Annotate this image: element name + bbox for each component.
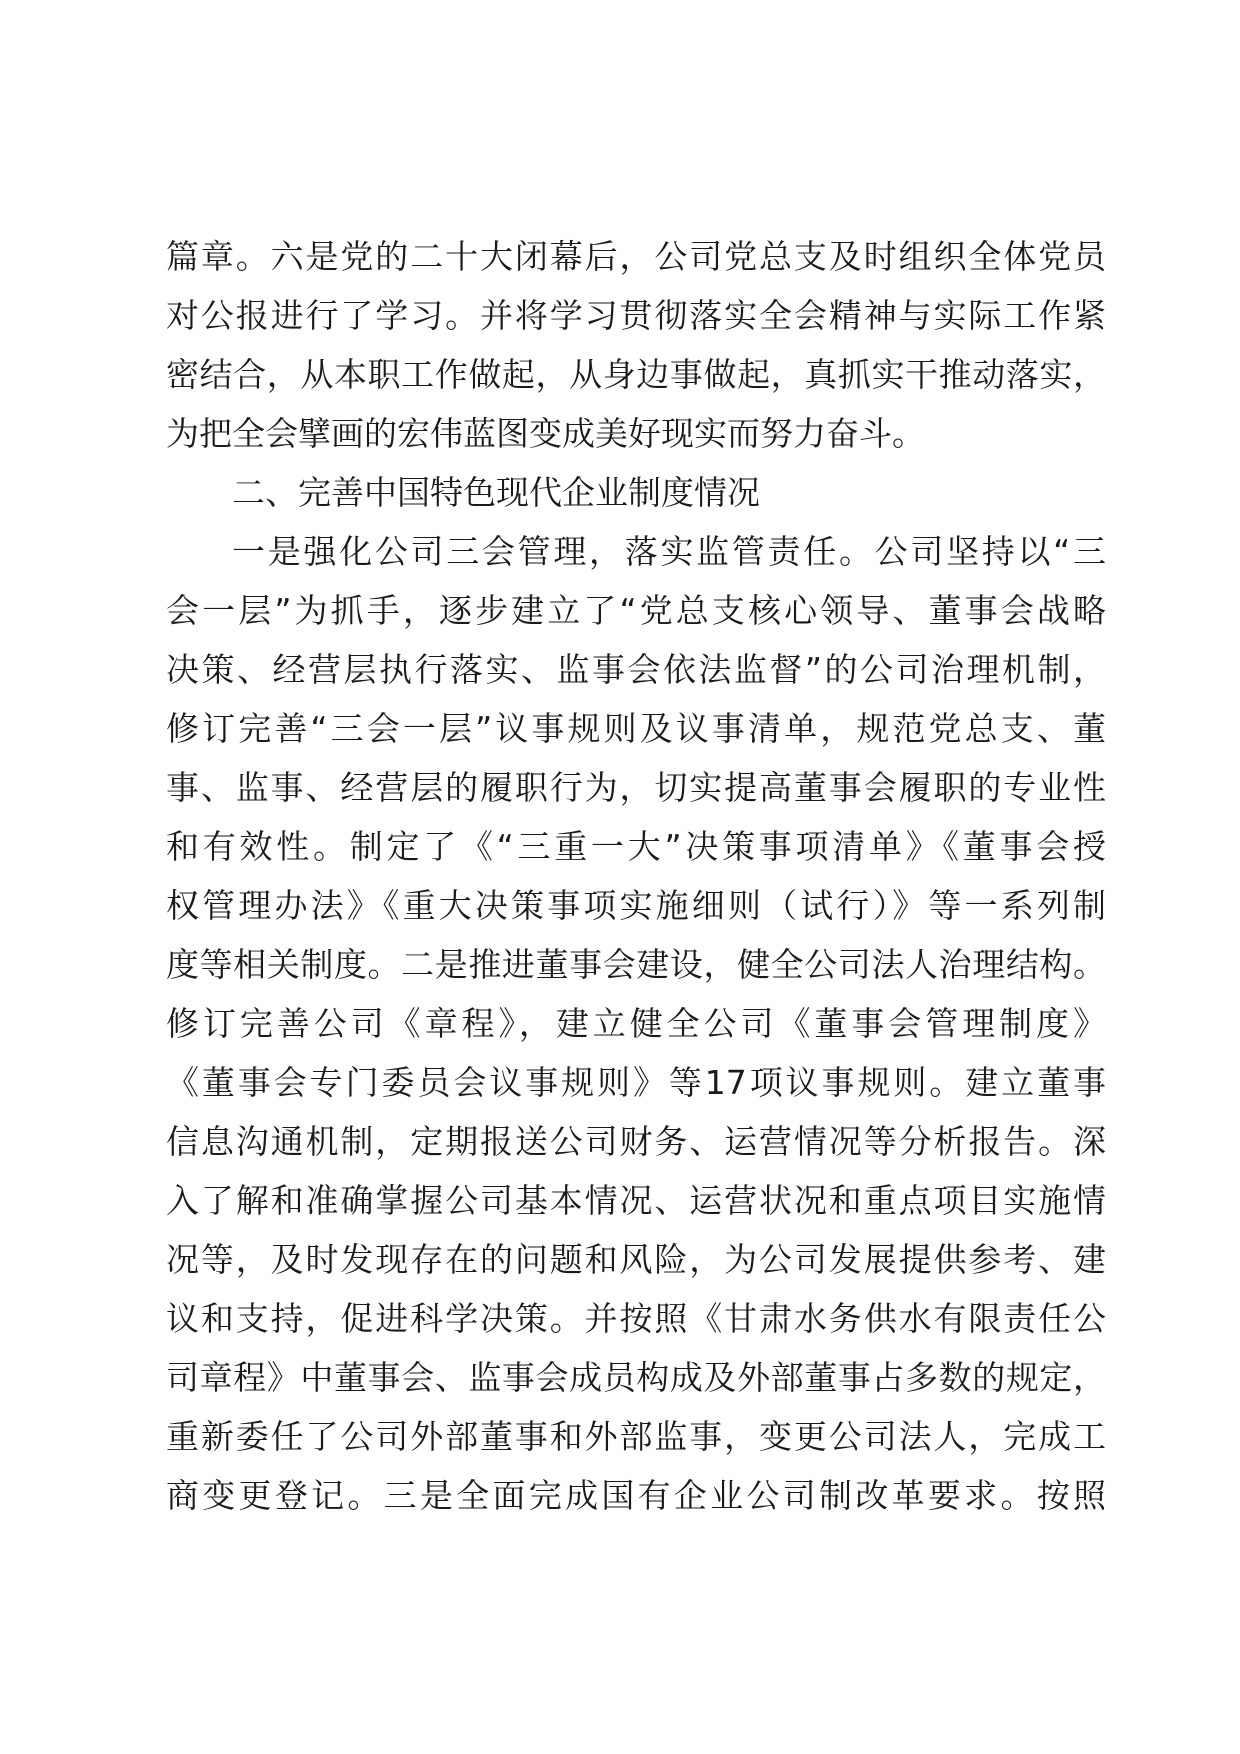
- paragraph-line: 度等相关制度。二是推进董事会建设，健全公司法人治理结构。: [166, 945, 1106, 984]
- paragraph-line: 司章程》中董事会、监事会成员构成及外部董事占多数的规定，: [166, 1358, 1106, 1397]
- paragraph-line: 篇章。六是党的二十大闭幕后，公司党总支及时组织全体党员: [166, 237, 1106, 276]
- paragraph-line: 会一层”为抓手，逐步建立了“党总支核心领导、董事会战略: [166, 591, 1106, 630]
- paragraph-line: 信息沟通机制，定期报送公司财务、运营情况等分析报告。深: [166, 1122, 1106, 1161]
- paragraph-line: 修订完善公司《章程》，建立健全公司《董事会管理制度》: [166, 1004, 1106, 1043]
- paragraph-line: 商变更登记。三是全面完成国有企业公司制改革要求。按照: [166, 1476, 1106, 1515]
- paragraph-line: 决策、经营层执行落实、监事会依法监督”的公司治理机制，: [166, 650, 1106, 689]
- paragraph-line: 《董事会专门委员会议事规则》等17项议事规则。建立董事: [166, 1063, 1106, 1102]
- paragraph-line: 修订完善“三会一层”议事规则及议事清单，规范党总支、董: [166, 709, 1106, 748]
- paragraph-line: 对公报进行了学习。并将学习贯彻落实全会精神与实际工作紧: [166, 296, 1106, 335]
- document-body: [166, 227, 1106, 1525]
- paragraph-line: 事、监事、经营层的履职行为，切实提高董事会履职的专业性: [166, 768, 1106, 807]
- paragraph-line: 权管理办法》《重大决策事项实施细则（试行）》等一系列制: [166, 886, 1106, 925]
- paragraph-line: 和有效性。制定了《“三重一大”决策事项清单》《董事会授: [166, 827, 1106, 866]
- section-heading: 二、完善中国特色现代企业制度情况: [232, 473, 760, 512]
- paragraph-line: 议和支持，促进科学决策。并按照《甘肃水务供水有限责任公: [166, 1299, 1106, 1338]
- paragraph-line: 密结合，从本职工作做起，从身边事做起，真抓实干推动落实，: [166, 355, 1106, 394]
- paragraph-line: 重新委任了公司外部董事和外部监事，变更公司法人，完成工: [166, 1417, 1106, 1456]
- paragraph-line: 入了解和准确掌握公司基本情况、运营状况和重点项目实施情: [166, 1181, 1106, 1220]
- paragraph-line: 一是强化公司三会管理，落实监管责任。公司坚持以“三: [232, 532, 1106, 571]
- paragraph-line: 况等，及时发现存在的问题和风险，为公司发展提供参考、建: [166, 1240, 1106, 1279]
- paragraph-line: 为把全会擘画的宏伟蓝图变成美好现实而努力奋斗。: [166, 414, 925, 453]
